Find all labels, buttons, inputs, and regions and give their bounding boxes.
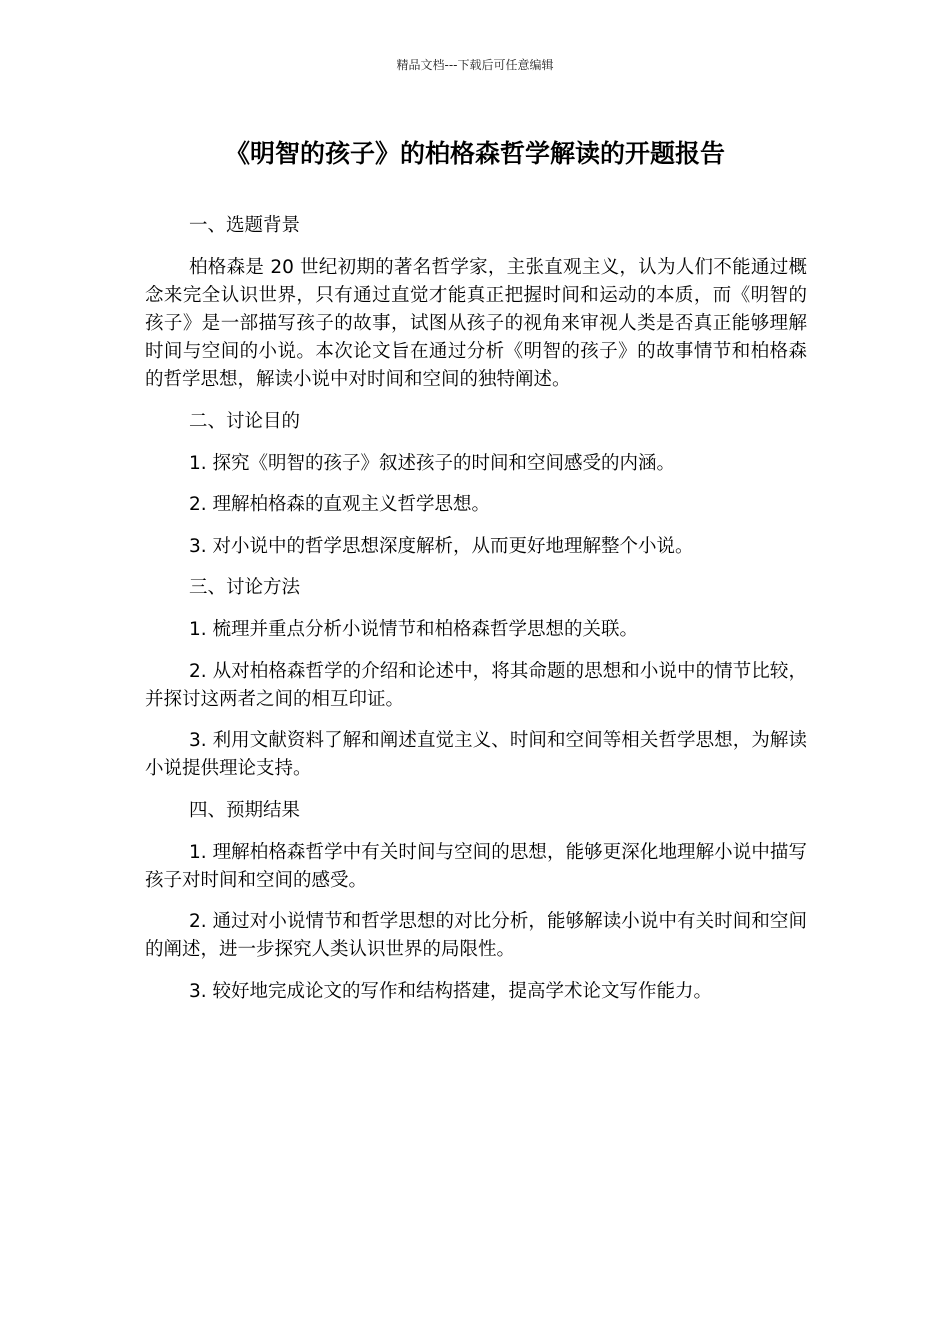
purpose-item: 1. 探究《明智的孩子》叙述孩子的时间和空间感受的内涵。 xyxy=(189,452,676,474)
document-title: 《明智的孩子》的柏格森哲学解读的开题报告 xyxy=(224,139,725,168)
purpose-item: 3. 对小说中的哲学思想深度解析，从而更好地理解整个小说。 xyxy=(189,535,694,557)
section-heading-method: 三、讨论方法 xyxy=(189,577,301,598)
section-heading-expected: 四、预期结果 xyxy=(189,799,301,821)
section-heading-background: 一、选题背景 xyxy=(189,215,301,236)
expected-item: 3. 较好地完成论文的写作和结构搭建，提高学术论文写作能力。 xyxy=(189,980,713,1002)
background-paragraph: 柏格森是 20 世纪初期的著名哲学家，主张直观主义，认为人们不能通过概念来完全认识世界，只有通过直觉才能真正把握时间和运动的本质，而《明智的孩子》是一部描写孩子的故事，试图从孩子的视角来审视人类是否真正能够理解时间与空间的小说。本次论文旨在通过分析《明智的孩子》的故事情节和柏格森的哲学思想，解读小说中对时间和空间的独特阐述。 xyxy=(145,257,807,390)
purpose-item: 2. 理解柏格森的直观主义哲学思想。 xyxy=(189,494,491,515)
section-heading-purpose: 二、讨论目的 xyxy=(189,410,301,432)
expected-item: 1. 理解柏格森哲学中有关时间与空间的思想，能够更深化地理解小说中描写孩子对时间和空间的感受。 xyxy=(145,841,807,891)
method-item: 3. 利用文献资料了解和阐述直觉主义、时间和空间等相关哲学思想，为解读小说提供理论支持。 xyxy=(145,730,807,779)
method-item: 1. 梳理并重点分析小说情节和柏格森哲学思想的关联。 xyxy=(189,619,639,640)
expected-item: 2. 通过对小说情节和哲学思想的对比分析，能够解读小说中有关时间和空间的阐述，进一步探究人类认识世界的局限性。 xyxy=(145,911,807,960)
method-item: 2. 从对柏格森哲学的介绍和论述中，将其命题的思想和小说中的情节比较，并探讨这两者之间的相互印证。 xyxy=(145,660,807,710)
header-note: 精品文档---下载后可任意编辑 xyxy=(396,58,554,72)
document-body xyxy=(145,212,807,1019)
